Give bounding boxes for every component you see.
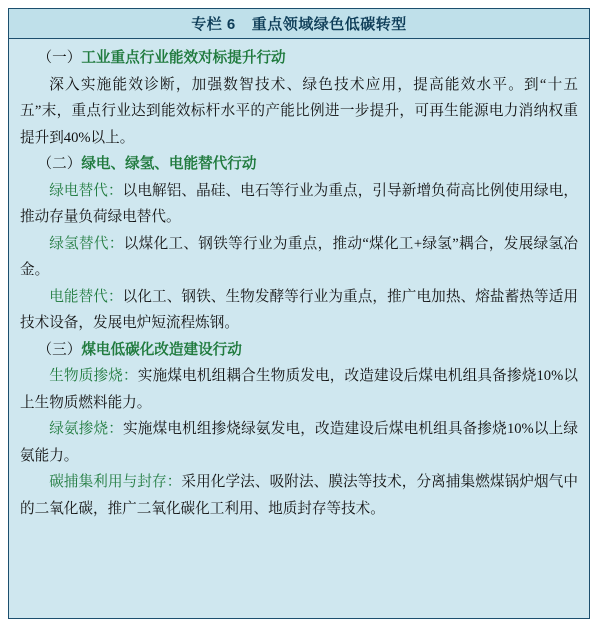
section-title-1: 工业重点行业能效对标提升行动 [81,50,286,66]
section-3-paragraph-3 [20,469,578,522]
section-2-paragraph-1-lead: 绿电替代： [49,182,123,199]
section-3-paragraph-2 [20,416,578,469]
section-heading-2 [20,151,578,178]
section-2-paragraph-2-lead: 绿氢替代： [49,235,124,252]
page-title [191,13,407,34]
callout-number: 专栏 6 [191,16,236,33]
section-3-paragraph-3-lead: 碳捕集利用与封存： [49,474,182,490]
section-heading-1 [20,45,578,72]
callout-content [9,39,589,522]
section-number-2: （二） [37,156,82,172]
section-3-paragraph-1 [20,363,578,416]
section-title-2: 绿电、绿氢、电能替代行动 [81,156,257,172]
section-2-paragraph-3 [20,284,578,337]
section-3-paragraph-2-body: 实施煤电机组掺烧绿氨发电，改造建设后煤电机组具备掺烧10%以上绿氨能力。 [20,421,578,464]
section-number-1: （一） [37,50,82,66]
section-3-paragraph-1-lead: 生物质掺烧： [49,368,138,384]
section-title-3: 煤电低碳化改造建设行动 [81,341,242,358]
section-2-paragraph-1 [20,178,578,231]
section-2-paragraph-2-body: 以煤化工、钢铁等行业为重点，推动“煤化工+绿氢”耦合，发展绿氢冶金。 [20,235,578,278]
section-2-paragraph-2 [20,231,578,284]
section-3-paragraph-2-lead: 绿氨掺烧： [49,421,124,437]
section-1-paragraph-1: 深入实施能效诊断，加强数智技术、绿色技术应用，提高能效水平。到“十五五”末，重点行业达到能效标杆水平的产能比例进一步提升，可再生能源电力消纳权重提升到40%以上。 [20,76,578,146]
section-2-paragraph-1-body: 以电解铝、晶硅、电石等行业为重点，引导新增负荷高比例使用绿电，推动存量负荷绿电替代。 [20,182,578,225]
section-3-paragraph-1-body: 实施煤电机组耦合生物质发电，改造建设后煤电机组具备掺烧10%以上生物质燃料能力。 [20,368,578,411]
section-heading-3 [20,337,578,364]
section-3-paragraph-3-body: 采用化学法、吸附法、膜法等技术，分离捕集燃煤锅炉烟气中的二氧化碳，推广二氧化碳化工利用、地质封存等技术。 [20,474,578,517]
section-number-3: （三） [37,341,82,358]
section-2-paragraph-3-lead: 电能替代： [49,288,123,305]
callout-box [8,8,590,619]
callout-title-bar [9,9,589,39]
section-2-paragraph-3-body: 以化工、钢铁、生物发酵等行业为重点，推广电加热、熔盐蓄热等适用技术设备，发展电炉短流程炼钢。 [20,288,578,331]
callout-title: 重点领域绿色低碳转型 [251,16,407,33]
